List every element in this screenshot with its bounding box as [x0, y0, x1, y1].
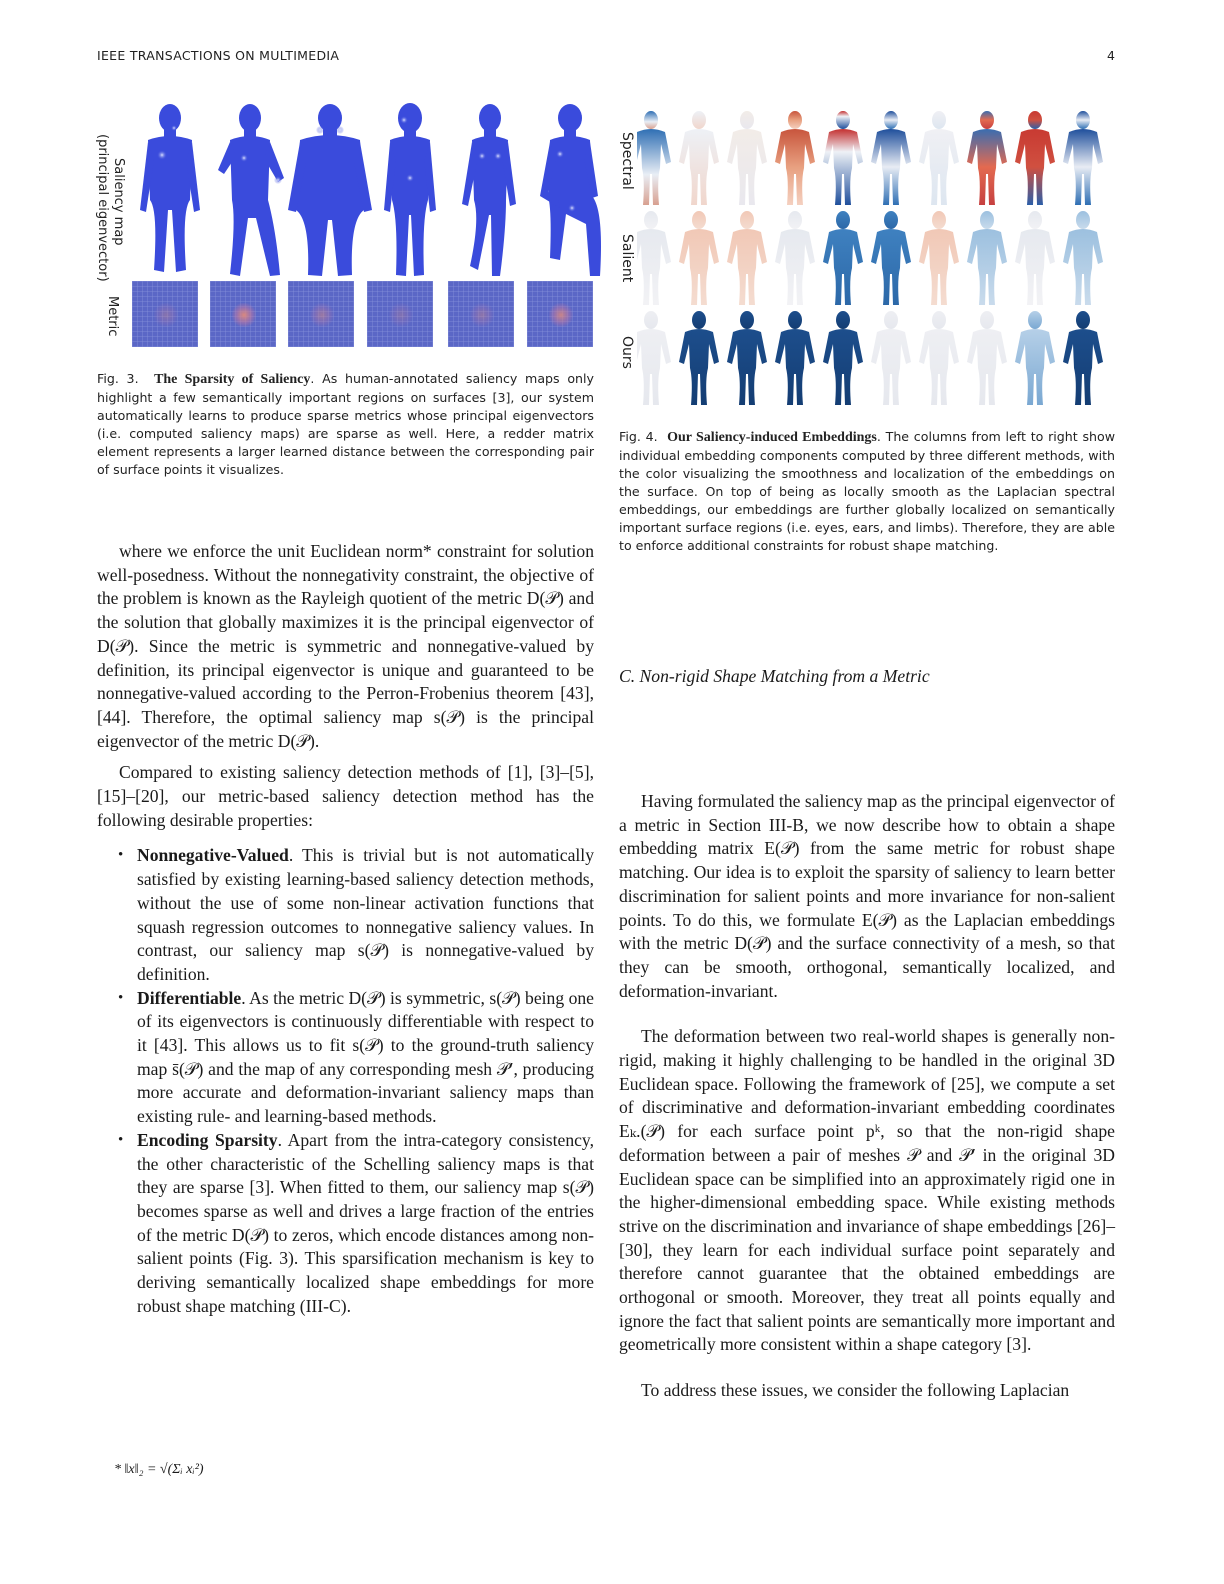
- list-item-text: . As the metric D(𝒫) is symmetric, s(𝒫) being one of its eigenvectors is continuously differentiable with respect to it [43]. This allows us to fit s(𝒫) to the ground-truth saliency map s̄(𝒫) and the map of any corresponding mesh 𝒫′, producing more accurate and deformation-invariant saliency maps than existing rule- and learning-based methods.: [137, 987, 594, 1127]
- fig4-caption-text: . The columns from left to right show individual embedding components computed by three different methods, with the color visualizing the smoothness and localization of the embeddings on the surface. On top of being as locally smooth as the Laplacian spectral embeddings, our embeddings are further globally localized on semantically important surface regions (i.e. eyes, ears, and limbs). Therefore, they are able to enforce additional constraints for robust shape matching.: [619, 429, 1115, 553]
- list-item-title: Nonnegative-Valued: [137, 845, 289, 866]
- paragraph: To address these issues, we consider the following Laplacian: [641, 1380, 1070, 1401]
- metric-matrix: [132, 281, 198, 347]
- fig4-row-label-ours: Ours: [619, 336, 635, 369]
- fig3-row-label-metric: Metric: [105, 296, 120, 337]
- metric-matrix: [367, 281, 433, 347]
- section-heading: C. Non-rigid Shape Matching from a Metric: [619, 666, 930, 686]
- list-item-text: . Apart from the intra-category consistency, the other characteristic of the Schelling saliency maps is that they are sparse [3]. When fitted to them, our saliency map s(𝒫) becomes sparse as well and drives a large fraction of the entries of the metric D(𝒫) to zeros, which encode distances among non-salient points (Fig. 3). This sparsification mechanism is key to deriving semantically localized shape embeddings for more robust shape matching (III-C).: [137, 1129, 594, 1316]
- list-item: [97, 1129, 594, 1319]
- fig4-row-label-spectral: Spectral: [619, 132, 635, 190]
- property-list: [97, 844, 594, 1318]
- salient-row: [637, 211, 1103, 305]
- left-column: [97, 540, 594, 1319]
- paragraph: where we enforce the unit Euclidean norm* constraint for solution well-posedness. Without the nonnegativity constraint, the objective of the problem is known as the Rayleigh quotient of the metric D(𝒫) and the solution that globally maximizes it is the principal eigenvector of D(𝒫). Since the metric is symmetric and nonnegative-valued by definition, its principal eigenvector is unique and guaranteed to be nonnegative-valued according to the Perron-Frobenius theorem [43], [44]. Therefore, the optimal saliency map s(𝒫) is the principal eigenvector of the metric D(𝒫).: [97, 541, 594, 751]
- list-item-title: Differentiable: [137, 987, 242, 1008]
- fig4-caption: [619, 428, 1115, 555]
- fig3-caption: [97, 370, 594, 479]
- fig4-embedding-grid: [637, 108, 1117, 408]
- fig3-caption-label: Fig. 3.: [97, 371, 139, 386]
- list-item-title: Encoding Sparsity: [137, 1129, 278, 1150]
- fig3-caption-title: The Sparsity of Saliency: [154, 372, 311, 387]
- fig4-row-label-salient: Salient: [619, 234, 635, 283]
- figure-4: [615, 108, 1120, 413]
- running-header: IEEE TRANSACTIONS ON MULTIMEDIA: [97, 48, 340, 63]
- paragraph: Compared to existing saliency detection methods of [1], [3]–[5], [15]–[20], our metric-based saliency detection method has the following desirable properties:: [97, 762, 594, 830]
- metric-matrix: [288, 281, 354, 347]
- body-shape: [140, 103, 601, 276]
- fig4-caption-title: Our Saliency-induced Embeddings: [667, 430, 877, 445]
- right-column: [619, 790, 1115, 1403]
- list-item: [97, 987, 594, 1129]
- fig3-caption-text: . As human-annotated saliency maps only highlight a few semantically important regions on surfaces [3], our system automatically learns to produce sparse metrics whose principal eigenvectors (i.e. computed saliency maps) are sparse as well. Here, a redder matrix element represents a larger learned distance between the corresponding pair of surface points it visualizes.: [97, 371, 594, 477]
- fig3-row-label-saliency: Saliency map: [111, 158, 126, 246]
- footnote: * ‖x‖₂ = √(Σᵢ xᵢ²): [114, 1462, 204, 1477]
- fig4-caption-label: Fig. 4.: [619, 429, 658, 444]
- paragraph: Having formulated the saliency map as the principal eigenvector of a metric in Section III-B, we now describe how to obtain a shape embedding matrix E(𝒫) from the same metric for robust shape matching. Our idea is to exploit the sparsity of saliency to learn better discrimination for salient points and more invariance for non-salient points. To do this, we formulate E(𝒫) as the Laplacian embeddings with the metric D(𝒫) and the surface connectivity of a mesh, so that they can be smooth, orthogonal, semantically localized, and deformation-invariant.: [619, 791, 1115, 1001]
- paragraph: The deformation between two real-world shapes is generally non-rigid, making it highly challenging to be handled in the original 3D Euclidean space. Following the framework of [25], we compute a set of discriminative and deformation-invariant embedding coordinates Eₖ.(𝒫) for each surface point pᵏ, so that the non-rigid shape deformation between a pair of meshes 𝒫 and 𝒫′ in the original 3D Euclidean space can be simplified into an approximately rigid one in the higher-dimensional embedding space. While existing methods strive on the discrimination and invariance of shape embeddings [26]–[30], they learn for each individual surface point separately and therefore cannot guarantee that the obtained embeddings are orthogonal or smooth. Moreover, they treat all points equally and ignore the fact that salient points are semantically more important and geometrically more consistent within a shape category [3].: [619, 1026, 1115, 1355]
- metric-matrix: [527, 281, 593, 347]
- fig3-row-label-eigenvector: (principal eigenvector): [95, 134, 110, 282]
- spectral-row: [637, 111, 1103, 205]
- metric-matrix: [210, 281, 276, 347]
- figure-3: [92, 100, 602, 360]
- list-item: [97, 844, 594, 986]
- ours-row: [637, 311, 1103, 405]
- metric-matrix: [448, 281, 514, 347]
- page-number: 4: [1107, 48, 1116, 63]
- list-item-text: . This is trivial but is not automatically satisfied by existing learning-based saliency detection methods, without the use of some non-linear activation functions that squash regression outcomes to nonnegative saliency values. In contrast, our saliency map s(𝒫) is nonnegative-valued by definition.: [137, 845, 594, 984]
- fig3-saliency-shapes: [132, 100, 602, 280]
